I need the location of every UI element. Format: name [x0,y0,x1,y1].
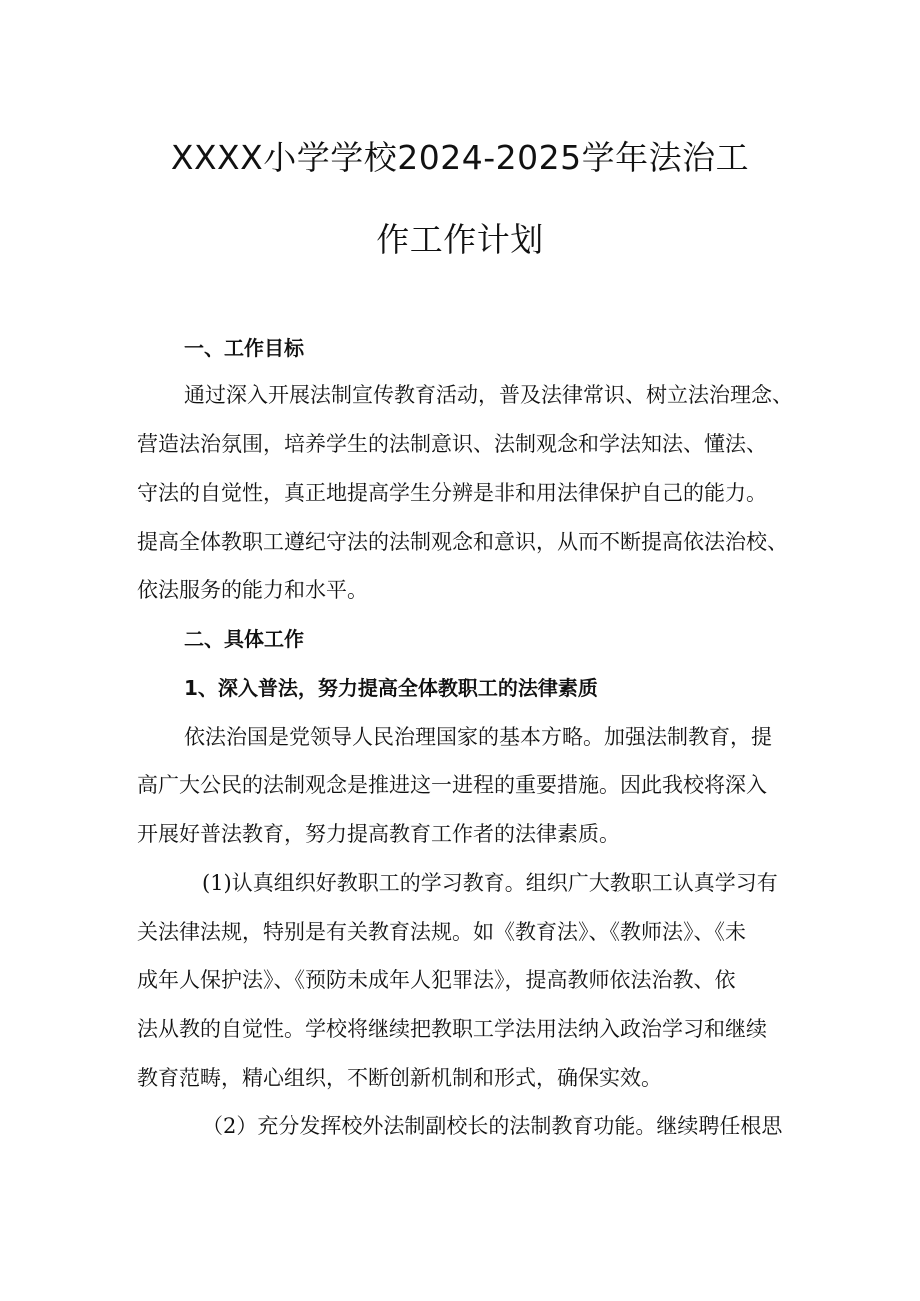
document-title-line-2: 作工作计划 [376,220,544,259]
section-heading-goals: 一、工作目标 [184,336,304,360]
paragraph-line: 通过深入开展法制宣传教育活动，普及法律常识、树立法治理念、 [184,383,793,407]
paragraph-line: 开展好普法教育，努力提高教育工作者的法律素质。 [137,822,620,846]
paragraph-line: 教育范畴，精心组织，不断创新机制和形式，确保实效。 [137,1066,662,1090]
paragraph-line: （2）充分发挥校外法制副校长的法制教育功能。继续聘任根思 [202,1114,783,1138]
paragraph-line: 提高全体教职工遵纪守法的法制观念和意识，从而不断提高依法治校、 [137,530,788,554]
paragraph-line: 营造法治氛围，培养学生的法制意识、法制观念和学法知法、懂法、 [137,432,767,456]
paragraph-line: 依法治国是党领导人民治理国家的基本方略。加强法制教育，提 [184,725,772,749]
paragraph-line: 关法律法规，特别是有关教育法规。如《教育法》、《教师法》、《未 [137,920,746,944]
paragraph-line: 依法服务的能力和水平。 [137,578,368,602]
paragraph-line: (1)认真组织好教职工的学习教育。组织广大教职工认真学习有 [202,871,778,895]
paragraph-line: 法从教的自觉性。学校将继续把教职工学法用法纳入政治学习和继续 [137,1017,767,1041]
paragraph-line: 成年人保护法》、《预防未成年人犯罪法》，提高教师依法治教、依 [137,968,736,992]
document-title-line-1: XXXX小学学校2024-2025学年法治工 [170,138,750,177]
paragraph-line: 高广大公民的法制观念是推进这一进程的重要措施。因此我校将深入 [137,773,767,797]
paragraph-line: 守法的自觉性，真正地提高学生分辨是非和用法律保护自己的能力。 [137,481,767,505]
section-heading-tasks: 二、具体工作 [184,627,304,651]
subsection-heading: 1、深入普法，努力提高全体教职工的法律素质 [184,676,598,700]
